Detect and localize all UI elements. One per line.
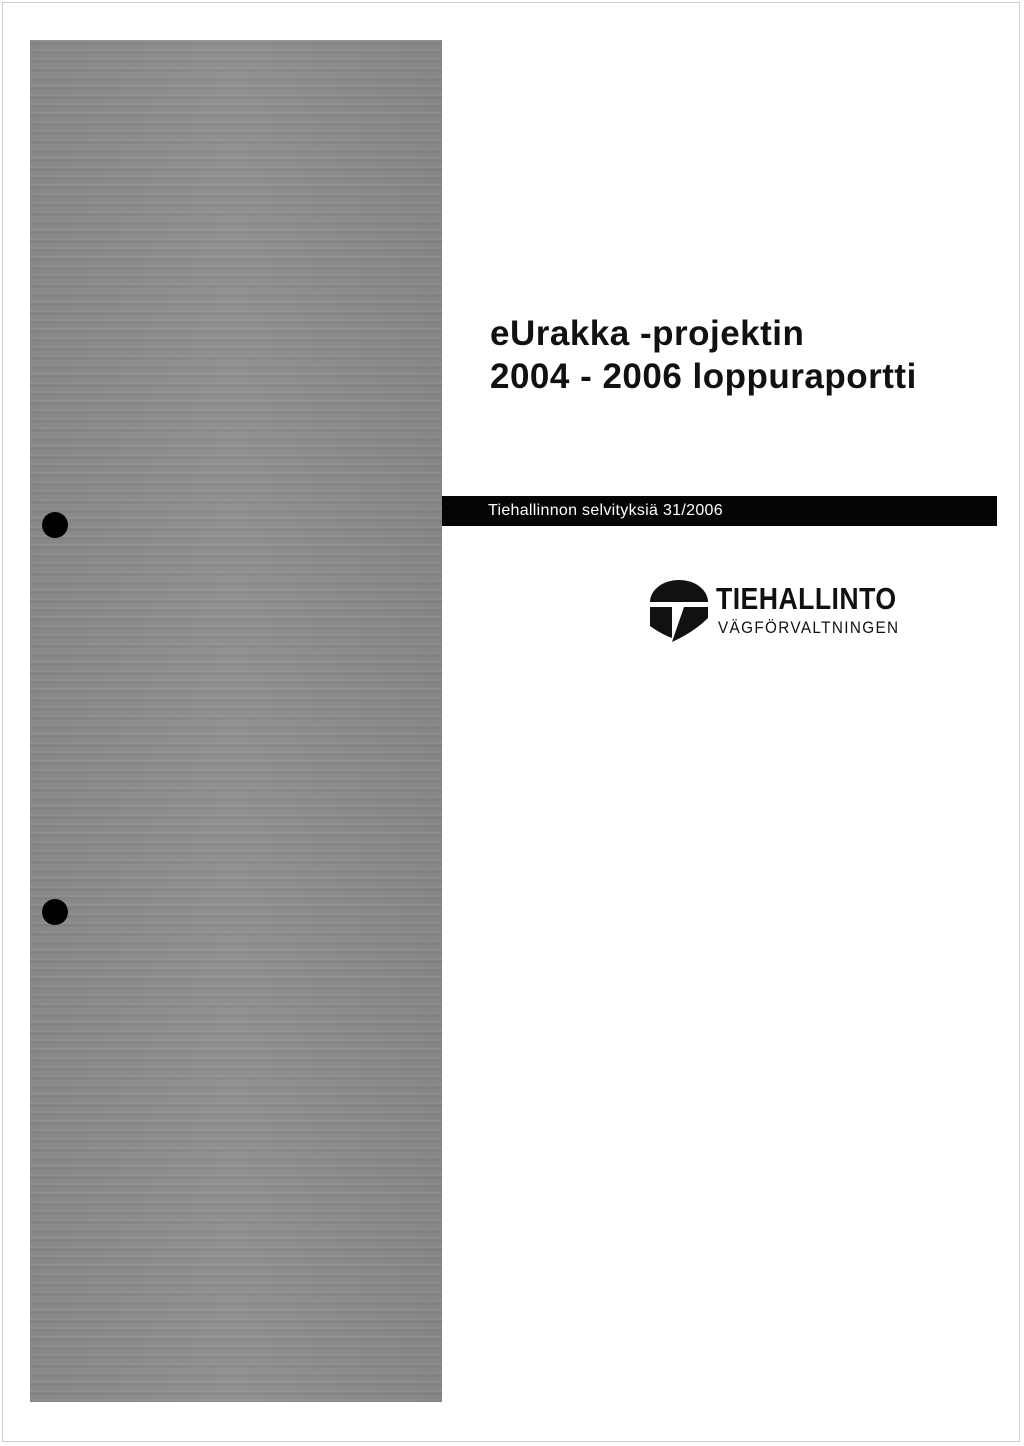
logo-subtitle: VÄGFÖRVALTNINGEN (718, 618, 900, 637)
title-line-1: eUrakka -projektin (490, 314, 805, 353)
title-line-2: 2004 - 2006 loppuraportti (490, 357, 917, 396)
tiehallinto-logo-icon (648, 578, 710, 644)
punch-hole-bottom (42, 899, 68, 925)
punch-hole-top (42, 512, 68, 538)
series-label-bar (442, 496, 997, 526)
tiehallinto-logo (648, 578, 928, 648)
series-label: Tiehallinnon selvityksiä 31/2006 (488, 502, 723, 519)
cover-gray-panel (30, 40, 442, 1402)
logo-name: TIEHALLINTO (716, 581, 897, 616)
document-title (490, 312, 990, 398)
